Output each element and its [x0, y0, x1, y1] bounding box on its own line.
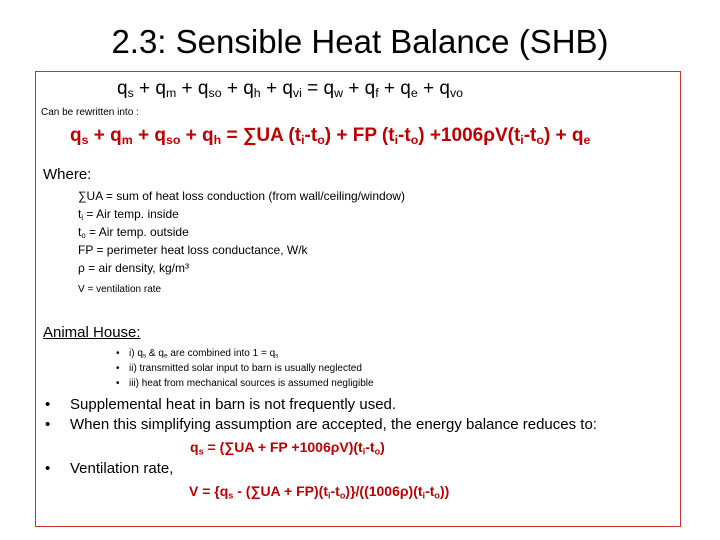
formula-qs: $q_s = (\sum UA$ + FP $+1006\rho V)(t_i-t_o)$: [190, 439, 385, 457]
definition-fp: FP = perimeter heat loss conductance, W/k: [78, 243, 308, 257]
sub-bullet-solar: [116, 362, 362, 375]
bullet-text: When this simplifying assumption are accepted, the energy balance reduces to:: [70, 416, 597, 433]
bullet-text: Supplemental heat in barn is not frequently used.: [70, 396, 397, 413]
sub-bullet-text: ii) transmitted solar input to barn is usually neglected: [129, 363, 362, 374]
animal-house-heading: Animal House:: [43, 324, 141, 341]
bullet-simplifying-assumption: [45, 415, 597, 435]
definition-sum-ua: ∑UA = sum of heat loss conduction (from wall/ceiling/window): [78, 189, 406, 203]
rewrite-note: Can be rewritten into :: [41, 107, 139, 118]
sub-bullet-text: iii) heat from mechanical sources is assumed negligible: [129, 378, 374, 389]
bullet-ventilation-rate: [45, 459, 173, 479]
definition-rho: ρ = air density, kg/m³: [78, 261, 189, 275]
sub-bullet-combined: [116, 347, 278, 360]
where-label: Where:: [43, 166, 92, 183]
bullet-dot: •: [45, 416, 51, 433]
slide-title: 2.3: Sensible Heat Balance (SHB): [111, 23, 609, 60]
heat-balance-equation: $q_s + q_m + q_{so} + q_h + q_{vi} = q_w + q_f + q_e + q_{vo}$: [117, 78, 464, 101]
bullet-dot: •: [45, 460, 51, 477]
ventilation-rate-note: V = ventilation rate: [78, 284, 162, 295]
definition-to: $t_o$ = Air temp. outside: [78, 225, 189, 240]
bullet-dot: •: [116, 348, 120, 359]
sub-bullet-mechanical: [116, 377, 374, 390]
bullet-text: Ventilation rate,: [70, 460, 174, 477]
bullet-dot: •: [116, 363, 120, 374]
bullet-supplemental-heat: [45, 395, 396, 415]
rewritten-equation: $q_s + q_m + q_{so} + q_h = \sum UA$ $(t_i-t_o)$ + FP $(t_i-t_o) +1006\rho V(t_i-t_o) + q_e$: [70, 125, 591, 148]
sub-bullet-text: i) $q_s$ & $q_e$ are combined into $1 = q_s$: [129, 348, 279, 360]
bullet-dot: •: [45, 396, 51, 413]
bullet-dot: •: [116, 378, 120, 389]
formula-ventilation: $V = \{q_s - (\sum UA + FP)(t_i-t_o)\}/((1006\rho)(t_i-t_o))$: [189, 483, 450, 501]
definition-ti: $t_i$ = Air temp. inside: [78, 207, 179, 222]
